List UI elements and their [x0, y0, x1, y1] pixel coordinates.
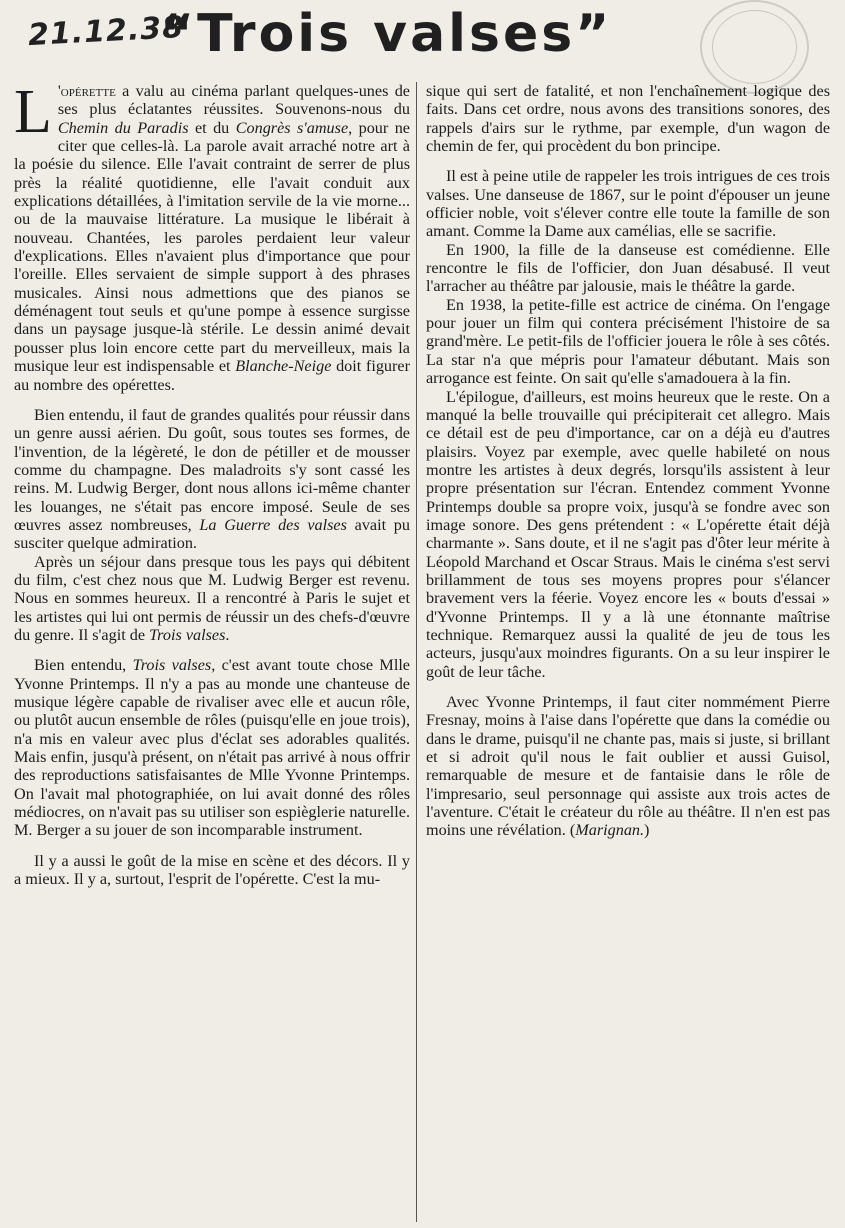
paragraph: L'épilogue, d'ailleurs, est moins heureux que le reste. On a manqué la belle trouvaille qui précipiterait cet allegro. Mais ce détail est de peu d'importance, car on a déjà eu d'autres plaisirs. Voyez par exemple, avec quelle habileté on nous montre les artistes à deux degrés, lorsqu'ils assistent à leur propre présentation sur l'écran. Entendez comment Yvonne Printemps double sa propre voix, jusqu'à se fondre avec son image sonore. Des gens prétendent : « L'opérette était déjà charmante ». Sans doute, et il ne s'agit pas d'ôter leur mérite à Léopold Marchand et Oscar Straus. Mais le cinéma s'est servi brillamment de tous ses moyens propres pour s'élancer bravement vers la féerie. Voyez encore les « bouts d'essai » d'Yvonne Printemps. Il y a là une étonnante maîtrise technique. Remarquez aussi la qualité de jeu de tous les acteurs, jusqu'aux moindres figurants. On a su leur inspirer le goût de leur tâche. [426, 387, 830, 681]
postmark-stamp-icon [700, 0, 809, 94]
paragraph: Avec Yvonne Printemps, il faut citer nommément Pierre Fresnay, moins à l'aise dans l'opérette que dans la comédie ou dans le drame, puisqu'il ne chante pas, mais si juste, si brillant et si adroit qu'il nous le fait oublier et aussi Guisol, remarquable de mesure et de fantaisie dans le rôle de l'impresario, seul personnage qui assiste aux trois actes de l'aventure. C'était le créateur du rôle au théâtre. Il n'en est pas moins une révélation. (Marignan.) [426, 693, 830, 840]
paragraph-intro: L 'opérette a valu au cinéma parlant quelques-unes de ses plus éclatantes réussites. Souvenons-nous du Chemin du Paradis et du Congrès s'amuse, pour ne citer que celles-là. La parole avait arraché notre art à la poésie du silence. Elle l'avait contraint de serrer de plus près la réalité quotidienne, elle l'avait conduit aux explications détaillées, à l'imitation servile de la vie morne... ou de la mauvaise littérature. La musique le libérait à nouveau. Chantées, les paroles perdaient leur valeur d'explications. Elles n'avaient plus d'importance que pour l'oreille. Elles servaient de simple support à des phrases musicales. Ainsi nous admettions que des pianos se déménagent tout seuls et qu'une pompe à essence surgisse dans un paysage jusque-là stérile. Le dessin animé devait pousser plus loin encore cette part du merveilleux, mais la musique leur est indispensable et Blanche-Neige doit figurer au nombre des opérettes. [14, 82, 410, 394]
article-column-left [14, 82, 410, 1222]
film-title: Blanche-Neige [235, 357, 332, 376]
cinema-name: Marignan. [575, 821, 645, 840]
article-column-right [426, 82, 830, 1222]
drop-cap: L [14, 82, 52, 146]
paragraph: Bien entendu, il faut de grandes qualités pour réussir dans un genre aussi aérien. Du goût, sous toutes ses formes, de l'invention, de la légèreté, le don de pétiller et de mousser comme du champagne. Des maladroits s'y sont cassé les reins. M. Ludwig Berger, dont nous allons ici-même chanter les louanges, ne s'était pas encore imposé. Seule de ses œuvres assez nombreuses, La Guerre des valses avait pu susciter quelque admiration. [14, 405, 410, 553]
paragraph: sique qui sert de fatalité, et non l'enchaînement logique des faits. Dans cet ordre, nous avons des transitions sonores, des rappels d'airs sur le rythme, par exemple, d'un wagon de chemin de fer, qui procèdent du bon principe. [426, 82, 830, 156]
paragraph: Il y a aussi le goût de la mise en scène et des décors. Il y a mieux. Il y a, surtout, l'esprit de l'opérette. C'est la mu- [14, 851, 410, 889]
film-title: Chemin du Paradis [57, 118, 189, 137]
paragraph: Après un séjour dans presque tous les pays qui débitent du film, c'est chez nous que M. Ludwig Berger est revenu. Nous en sommes heureux. Il a rencontré à Paris le sujet et les artistes qui lui ont permis de réussir un des chefs-d'œuvre du genre. Il s'agit de Trois valses. [14, 552, 410, 644]
article-headline: “Trois valses” [160, 4, 613, 64]
film-title: La Guerre des valses [199, 515, 347, 534]
film-title: Congrès s'amuse [235, 118, 349, 137]
paragraph: Bien entendu, Trois valses, c'est avant toute chose Mlle Yvonne Printemps. Il n'y a pas au monde une chanteuse de musique légère capable de rivaliser avec elle et aucun rôle, ou plutôt aucun ensemble de rôles (puisqu'elle en joue trois), n'a mis en valeur avec plus d'éclat ses adorables qualités. Mais enfin, jusqu'à présent, on n'était pas arrivé à nous offrir des reproductions satisfaisantes de Mlle Yvonne Printemps. On l'avait mal photographiée, on lui avait donné des rôles médiocres, on n'avait pas su utiliser son espièglerie naturelle. M. Berger a su jouer de son incomparable instrument. [14, 656, 410, 840]
column-divider [416, 82, 417, 1222]
handwritten-date: 21.12.38 [27, 9, 185, 54]
film-title: Trois valses [149, 625, 226, 644]
film-title: Trois valses [132, 656, 212, 675]
paragraph: Il est à peine utile de rappeler les trois intrigues de ces trois valses. Une danseuse de 1867, sur le point d'épouser un jeune officier noble, voit s'élever contre elle toute la famille de son amant. Comme la Dame aux camélias, elle se sacrifie. [426, 167, 830, 241]
paragraph: En 1900, la fille de la danseuse est comédienne. Elle rencontre le fils de l'officier, don Juan désabusé. Il veut l'arracher au théâtre par jalousie, mais le théâtre la garde. [426, 240, 830, 296]
paragraph: En 1938, la petite-fille est actrice de cinéma. On l'engage pour jouer un film qui contera précisément l'histoire de sa grand'mère. Le petit-fils de l'officier jouera le rôle à ses côtés. La star n'a que mépris pour l'amateur débutant. Mais son arrogance est feinte. On sait qu'elle s'amadouera à la fin. [426, 295, 830, 388]
